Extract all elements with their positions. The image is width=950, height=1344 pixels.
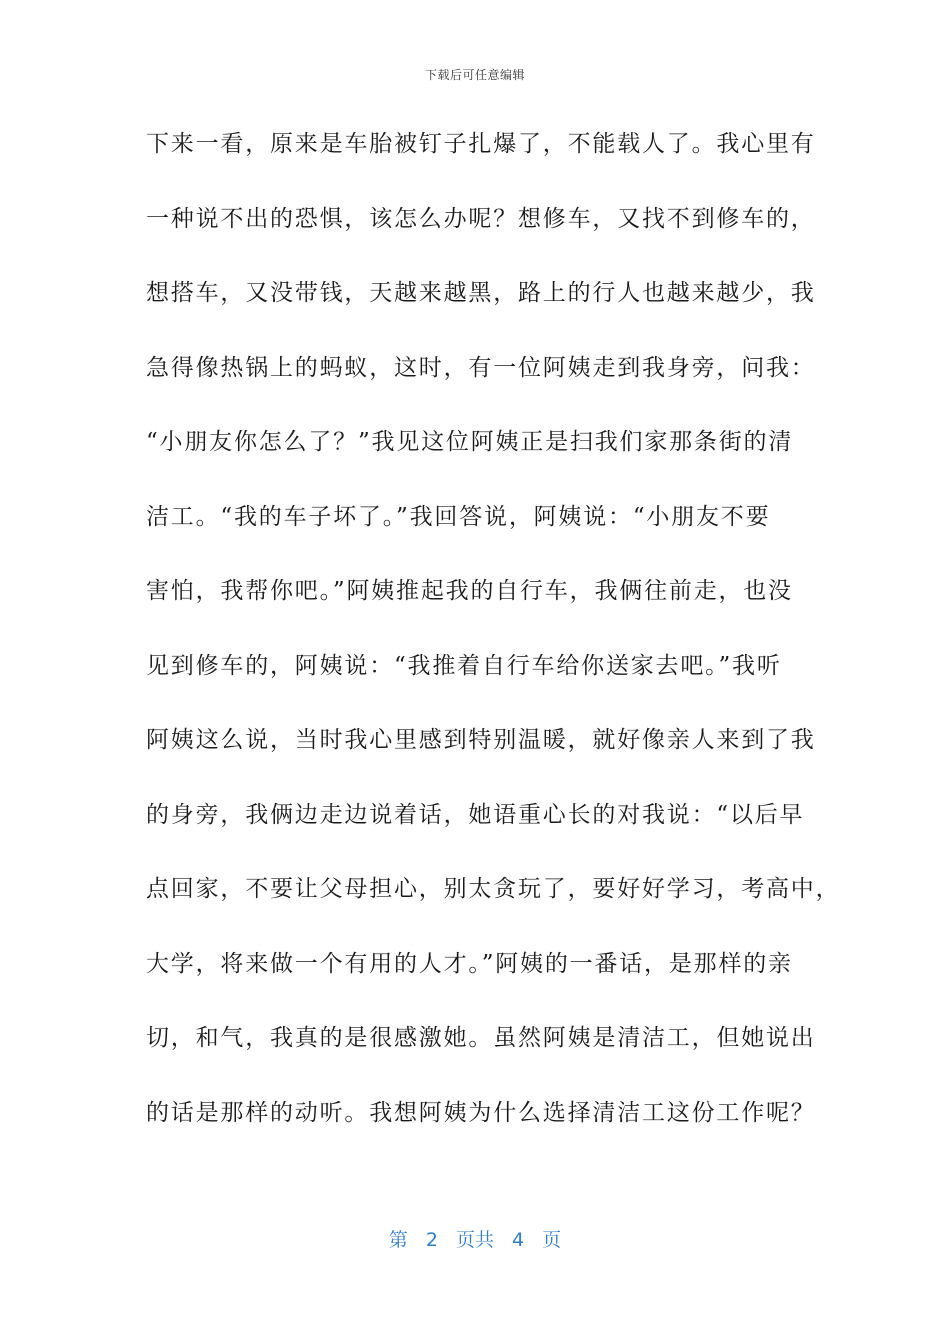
text-line: 洁工。“我的车子坏了。”我回答说，阿姨说：“小朋友不要	[146, 503, 771, 530]
footer-di: 第	[388, 1229, 408, 1251]
text-line: 大学，将来做一个有用的人才。”阿姨的一番话，是那样的亲	[146, 950, 793, 977]
page-footer	[0, 1225, 950, 1252]
text-line: 一种说不出的恐惧，该怎么办呢？想修车，又找不到修车的，	[146, 205, 816, 232]
text-line: 急得像热锅上的蚂蚁，这时，有一位阿姨走到我身旁，问我：	[146, 354, 816, 381]
footer-total-pages: 4	[512, 1229, 525, 1251]
text-line: 见到修车的，阿姨说：“我推着自行车给你送家去吧。”我听	[146, 652, 782, 679]
text-line: 阿姨这么说，当时我心里感到特别温暖，就好像亲人来到了我	[146, 727, 816, 753]
text-line: 下来一看，原来是车胎被钉子扎爆了，不能载人了。我心里有	[146, 131, 816, 157]
text-line: 的话是那样的动听。我想阿姨为什么选择清洁工这份工作呢？	[146, 1099, 816, 1126]
text-line: 切，和气，我真的是很感激她。虽然阿姨是清洁工，但她说出	[146, 1025, 816, 1051]
text-line: 害怕，我帮你吧。”阿姨推起我的自行车，我俩往前走，也没	[146, 578, 793, 604]
footer-ye: 页	[542, 1229, 562, 1251]
text-line: 想搭车，又没带钱，天越来越黑，路上的行人也越来越少，我	[146, 280, 816, 306]
footer-ye-gong: 页共	[455, 1229, 494, 1251]
page-header: 下载后可任意编辑	[424, 68, 525, 82]
document-body	[146, 124, 841, 1167]
text-line: 点回家，不要让父母担心，别太贪玩了，要好好学习，考高中，	[146, 876, 841, 902]
footer-page-number: 2	[425, 1229, 438, 1251]
text-line: “小朋友你怎么了？”我见这位阿姨正是扫我们家那条街的清	[146, 429, 794, 455]
text-line: 的身旁，我俩边走边说着话，她语重心长的对我说：“以后早	[146, 801, 805, 828]
